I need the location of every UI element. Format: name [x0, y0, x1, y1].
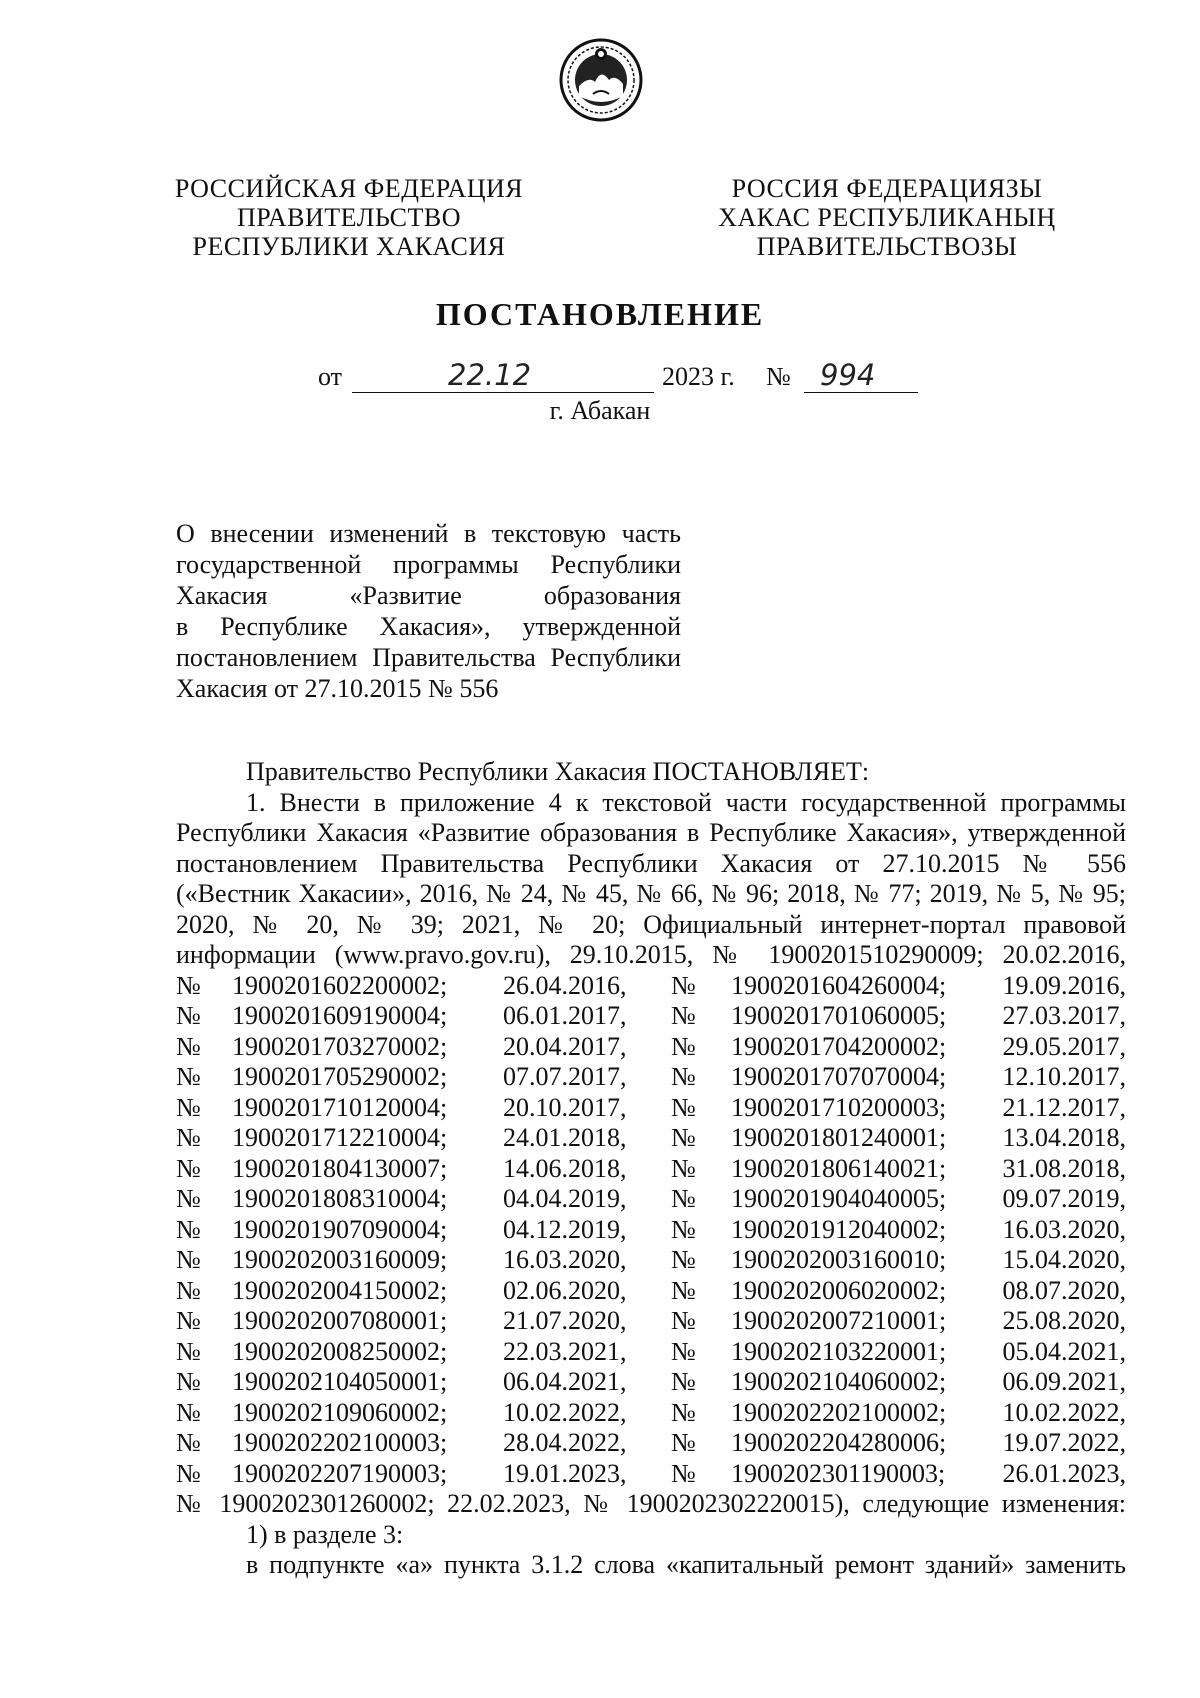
header-right-line-3: ПРАВИТЕЛЬСТВОЗЫ: [756, 232, 1018, 261]
registry-cell: 10.02.2022,: [1002, 1397, 1126, 1427]
registry-cell: №: [176, 1367, 201, 1396]
registry-cell: №: [176, 1458, 201, 1488]
registry-cell: 16.03.2020,: [503, 1245, 627, 1274]
registry-row: [176, 1093, 1126, 1124]
subject-block: [176, 518, 681, 704]
registry-cell: №: [671, 1092, 696, 1122]
document-body: [176, 757, 1126, 1581]
registry-cell: №: [671, 1031, 696, 1061]
registry-cell: №: [176, 1062, 201, 1091]
registry-row: [176, 1398, 1126, 1429]
registry-cell: 1900201712210004;: [232, 1123, 448, 1152]
registry-cell: 20.10.2017,: [503, 1092, 627, 1122]
registry-cell: 14.06.2018,: [503, 1153, 627, 1183]
registry-cell: 1900202202100002;: [731, 1397, 947, 1427]
para1-line: постановлением Правительства Республики Хакасия от 27.10.2015 № 556: [176, 848, 1126, 878]
registry-cell: 1900202003160009;: [232, 1245, 448, 1274]
registry-cell: №: [671, 970, 696, 1000]
registry-row: [176, 1337, 1126, 1368]
date-prefix: от: [318, 362, 343, 391]
number-sign: №: [766, 362, 791, 391]
registry-cell: 29.05.2017,: [1002, 1031, 1126, 1061]
registry-cell: 1900201806140021;: [731, 1153, 947, 1183]
registry-cell: 19.07.2022,: [1002, 1428, 1126, 1457]
registry-cell: 1900201704200002;: [731, 1031, 947, 1061]
registry-row: [176, 1428, 1126, 1459]
registry-cell: №: [671, 1397, 696, 1427]
registry-cell: 1900202204280006;: [731, 1428, 947, 1457]
registry-cell: 1900201801240001;: [731, 1123, 947, 1152]
registry-cell: 1900201707070004;: [731, 1062, 947, 1091]
header-right-line-1: РОССИЯ ФЕДЕРАЦИЯЗЫ: [731, 174, 1043, 203]
header-left-line-2: ПРАВИТЕЛЬСТВО: [237, 203, 461, 232]
registry-cell: 1900201808310004;: [232, 1184, 448, 1213]
registry-rows: [176, 971, 1126, 1490]
registry-row: [176, 1184, 1126, 1215]
registry-cell: 21.07.2020,: [503, 1306, 627, 1335]
registry-row: [176, 1062, 1126, 1093]
registry-cell: 1900202207190003;: [232, 1458, 448, 1488]
registry-cell: 1900202301190003;: [731, 1458, 946, 1488]
header-left-line-3: РЕСПУБЛИКИ ХАКАСИЯ: [192, 232, 506, 261]
registry-cell: 1900202007080001;: [232, 1306, 448, 1335]
para1-line: Республики Хакасия «Развитие образования в Республике Хакасия», утвержденной: [176, 818, 1126, 847]
registry-cell: №: [671, 1306, 696, 1335]
registry-cell: 22.03.2021,: [503, 1336, 627, 1366]
registry-cell: 04.12.2019,: [503, 1214, 627, 1244]
registry-cell: 19.09.2016,: [1002, 970, 1126, 1000]
registry-cell: №: [176, 1275, 201, 1305]
city-line: г. Абакан: [549, 396, 651, 425]
header-right-line-2: ХАКАС РЕСПУБЛИКАНЫҢ: [718, 203, 1056, 232]
registry-cell: №: [671, 1214, 696, 1244]
registry-cell: №: [176, 1092, 201, 1122]
registry-cell: №: [176, 1336, 201, 1366]
preamble: Правительство Республики Хакасия ПОСТАНОВЛЯЕТ:: [246, 757, 870, 786]
registry-row: [176, 1459, 1126, 1490]
registry-cell: 26.01.2023,: [1002, 1458, 1126, 1488]
registry-cell: №: [176, 1245, 201, 1274]
registry-row: [176, 1032, 1126, 1063]
registry-cell: 1900201907090004;: [232, 1214, 448, 1244]
registry-cell: №: [671, 1428, 696, 1457]
registry-row: [176, 1276, 1126, 1307]
registry-cell: 1900202104060002;: [731, 1367, 947, 1396]
registry-cell: 1900202104050001;: [232, 1367, 448, 1396]
registry-cell: 16.03.2020,: [1002, 1214, 1126, 1244]
header-left: [160, 174, 538, 261]
para1-line: («Вестник Хакасии», 2016, № 24, № 45, № 66, № 96; 2018, № 77; 2019, № 5, № 95;: [176, 879, 1126, 908]
item-1-text: в подпункте «а» пункта 3.1.2 слова «капитальный ремонт зданий» заменить: [246, 1550, 1126, 1579]
para1-end: № 1900202301260002; 22.02.2023, № 1900202302220015), следующие изменения:: [176, 1489, 1126, 1518]
registry-cell: №: [176, 1214, 201, 1244]
registry-cell: 1900201710200003;: [731, 1092, 947, 1122]
registry-cell: 1900202109060002;: [232, 1397, 448, 1427]
registry-cell: 26.04.2016,: [503, 970, 627, 1000]
registry-cell: №: [671, 1123, 696, 1152]
registry-cell: 07.07.2017,: [503, 1062, 627, 1091]
registry-row: [176, 971, 1126, 1002]
registry-cell: №: [176, 1031, 201, 1061]
registry-cell: №: [176, 1397, 201, 1427]
registry-row: [176, 1001, 1126, 1032]
registry-cell: 1900202003160010;: [731, 1245, 947, 1274]
registry-cell: №: [671, 1336, 696, 1366]
registry-cell: 1900202202100003;: [232, 1428, 448, 1457]
subject-line: государственной программы Республики: [176, 550, 681, 579]
registry-cell: 1900201804130007;: [232, 1153, 448, 1183]
registry-row: [176, 1215, 1126, 1246]
registry-cell: 08.07.2020,: [1002, 1275, 1126, 1305]
registry-row: [176, 1123, 1126, 1154]
registry-cell: 06.04.2021,: [503, 1367, 627, 1396]
handwritten-date: 22.12: [448, 358, 532, 392]
registry-cell: №: [671, 1153, 696, 1183]
registry-cell: 10.02.2022,: [503, 1397, 627, 1427]
registry-cell: 1900202103220001;: [731, 1336, 947, 1366]
registry-row: [176, 1245, 1126, 1276]
handwritten-number: 994: [820, 358, 876, 392]
registry-cell: 27.03.2017,: [1002, 1001, 1126, 1030]
registry-cell: 04.04.2019,: [503, 1184, 627, 1213]
registry-cell: №: [176, 1306, 201, 1335]
registry-cell: 06.09.2021,: [1002, 1367, 1126, 1396]
registry-cell: 1900202004150002;: [232, 1275, 448, 1305]
document-type-title: ПОСТАНОВЛЕНИЕ: [435, 296, 765, 332]
registry-cell: №: [176, 1428, 201, 1457]
registry-cell: 1900202006020002;: [731, 1275, 947, 1305]
header-right: [712, 174, 1062, 261]
registry-cell: 1900201604260004;: [731, 970, 947, 1000]
date-year: 2023 г.: [662, 362, 735, 391]
subject-line: в Республике Хакасия», утвержденной: [176, 612, 681, 641]
registry-cell: 1900201705290002;: [232, 1062, 448, 1091]
registry-cell: 15.04.2020,: [1002, 1245, 1126, 1274]
para1-line: информации (www.pravo.gov.ru), 29.10.2015, № 1900201510290009; 20.02.2016,: [176, 940, 1126, 969]
registry-cell: 28.04.2022,: [503, 1428, 627, 1457]
registry-cell: 1900201701060005;: [731, 1001, 947, 1030]
registry-cell: №: [671, 1245, 696, 1274]
coat-of-arms-emblem: [559, 38, 643, 122]
registry-cell: 02.06.2020,: [503, 1275, 627, 1305]
date-underline: [352, 392, 654, 393]
registry-cell: 1900202007210001;: [731, 1306, 947, 1335]
registry-cell: №: [671, 1367, 696, 1396]
registry-cell: 1900201703270002;: [232, 1031, 448, 1061]
registry-cell: 1900201904040005;: [731, 1184, 947, 1213]
registry-cell: №: [176, 1153, 201, 1183]
registry-cell: №: [671, 1001, 696, 1030]
registry-cell: 06.01.2017,: [503, 1001, 627, 1030]
registry-cell: №: [176, 1184, 201, 1213]
registry-cell: 19.01.2023,: [503, 1458, 627, 1488]
registry-cell: 24.01.2018,: [503, 1123, 627, 1152]
registry-cell: 09.07.2019,: [1002, 1184, 1126, 1213]
registry-cell: 21.12.2017,: [1002, 1092, 1126, 1122]
registry-cell: 13.04.2018,: [1002, 1123, 1126, 1152]
registry-row: [176, 1154, 1126, 1185]
registry-cell: 31.08.2018,: [1002, 1153, 1126, 1183]
registry-cell: 05.04.2021,: [1002, 1336, 1126, 1366]
registry-cell: №: [671, 1458, 696, 1488]
registry-cell: 1900201609190004;: [232, 1001, 448, 1030]
para1-line: 1. Внести в приложение 4 к текстовой части государственной программы: [246, 787, 1126, 817]
registry-cell: №: [671, 1184, 696, 1213]
registry-cell: 20.04.2017,: [503, 1031, 627, 1061]
registry-cell: 1900201710120004;: [232, 1092, 448, 1122]
subject-line: постановлением Правительства Республики: [176, 643, 681, 672]
para1-line: 2020, № 20, № 39; 2021, № 20; Официальный интернет-портал правовой: [176, 909, 1126, 939]
item-1: 1) в разделе 3:: [246, 1519, 404, 1549]
registry-cell: 12.10.2017,: [1002, 1062, 1126, 1091]
registry-cell: 25.08.2020,: [1002, 1306, 1126, 1335]
registry-row: [176, 1306, 1126, 1337]
subject-line: О внесении изменений в текстовую часть: [176, 519, 681, 548]
registry-cell: 1900202008250002;: [232, 1336, 448, 1366]
registry-cell: №: [671, 1062, 696, 1091]
registry-cell: №: [176, 970, 201, 1000]
header-left-line-1: РОССИЙСКАЯ ФЕДЕРАЦИЯ: [174, 174, 524, 203]
number-underline: [804, 392, 918, 393]
subject-line: Хакасия «Развитие образования: [176, 581, 681, 610]
subject-line: Хакасия от 27.10.2015 № 556: [176, 674, 499, 703]
registry-cell: №: [671, 1275, 696, 1305]
registry-cell: 1900201602200002;: [232, 970, 448, 1000]
registry-cell: 1900201912040002;: [731, 1214, 947, 1244]
registry-row: [176, 1367, 1126, 1398]
registry-cell: №: [176, 1123, 201, 1152]
registry-cell: №: [176, 1001, 201, 1030]
